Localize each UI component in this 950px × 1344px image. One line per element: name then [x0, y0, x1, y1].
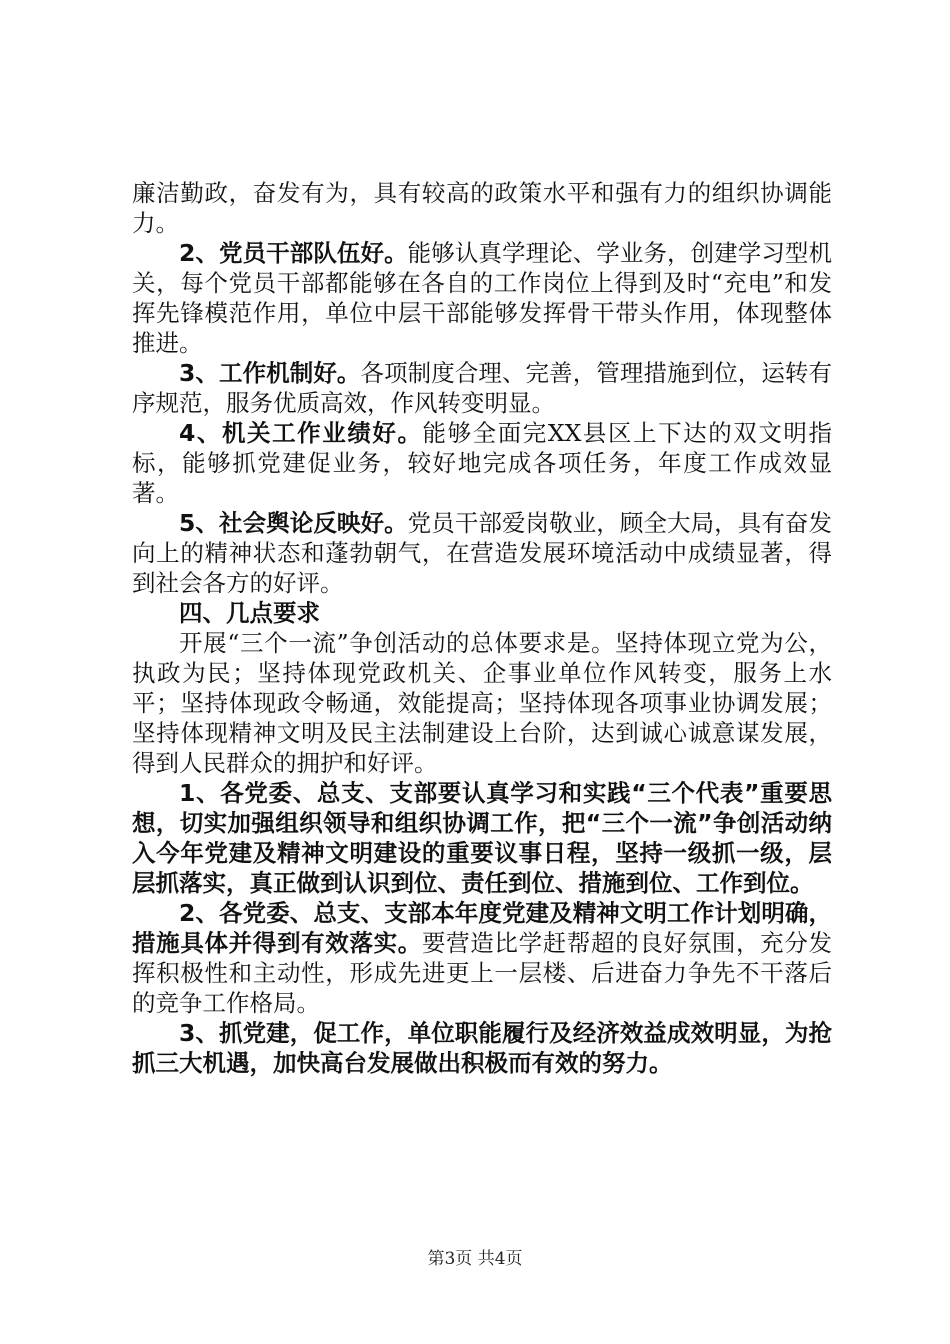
requirement-lead: 1、各党委、总支、支部要认真学习和实践“三个代表”重要思想，切实加强组织领导和组织协调工作，把“三个一流”争创活动纳入今年党建及精神文明建设的重要议事日程，坚持一级抓一级，层层抓落实，真正做到认识到位、责任到位、措施到位、工作到位。	[132, 779, 832, 897]
paragraph-item-4	[132, 418, 832, 508]
paragraph-continued	[132, 178, 832, 238]
paragraph-text: 党员干部爱岗敬业，顾全大局，具有奋发向上的精神状态和蓬勃朝气，在营造发展环境活动中成绩显著，得到社会各方的好评。	[132, 509, 833, 597]
paragraph-lead: 3、工作机制好。	[179, 359, 361, 387]
requirement-text: 要营造比学赶帮超的良好氛围，充分发挥积极性和主动性，形成先进更上一层楼、后进奋力争先不干落后的竞争工作格局。	[132, 929, 833, 1017]
paragraph-text: 各项制度合理、完善，管理措施到位，运转有序规范，服务优质高效，作风转变明显。	[132, 359, 833, 417]
paragraph-lead: 4、机关工作业绩好。	[179, 419, 423, 447]
page-footer: 第3页 共4页	[427, 1249, 523, 1269]
paragraph-lead: 2、党员干部队伍好。	[179, 239, 408, 267]
paragraph-lead: 5、社会舆论反映好。	[179, 509, 408, 537]
section-heading: 四、几点要求	[179, 599, 320, 627]
paragraph-text: 能够全面完XX县区上下达的双文明指标，能够抓党建促业务，较好地完成各项任务，年度工作成效显著。	[132, 419, 832, 507]
requirement-lead: 3、抓党建，促工作，单位职能履行及经济效益成效明显，为抢抓三大机遇，加快高台发展做出积极而有效的努力。	[132, 1019, 832, 1077]
paragraph-item-5	[132, 508, 832, 598]
paragraph-item-2	[132, 238, 832, 358]
requirement-item-2	[132, 898, 832, 1018]
intro-paragraph: 开展“三个一流”争创活动的总体要求是。坚持体现立党为公，执政为民；坚持体现党政机关、企事业单位作风转变，服务上水平；坚持体现政令畅通，效能提高；坚持体现各项事业协调发展；坚持体现精神文明及民主法制建设上台阶，达到诚心诚意谋发展，得到人民群众的拥护和好评。	[132, 629, 832, 777]
requirement-lead: 2、各党委、总支、支部本年度党建及精神文明工作计划明确，措施具体并得到有效落实。	[132, 899, 832, 957]
requirement-item-3	[132, 1018, 832, 1078]
paragraph-text: 廉洁勤政，奋发有为，具有较高的政策水平和强有力的组织协调能力。	[132, 179, 832, 237]
requirement-item-1	[132, 778, 832, 898]
document-body	[132, 178, 832, 1078]
paragraph-text: 能够认真学理论、学业务，创建学习型机关，每个党员干部都能够在各自的工作岗位上得到及时“充电”和发挥先锋模范作用，单位中层干部能够发挥骨干带头作用，体现整体推进。	[132, 239, 833, 357]
paragraph-item-3	[132, 358, 832, 418]
